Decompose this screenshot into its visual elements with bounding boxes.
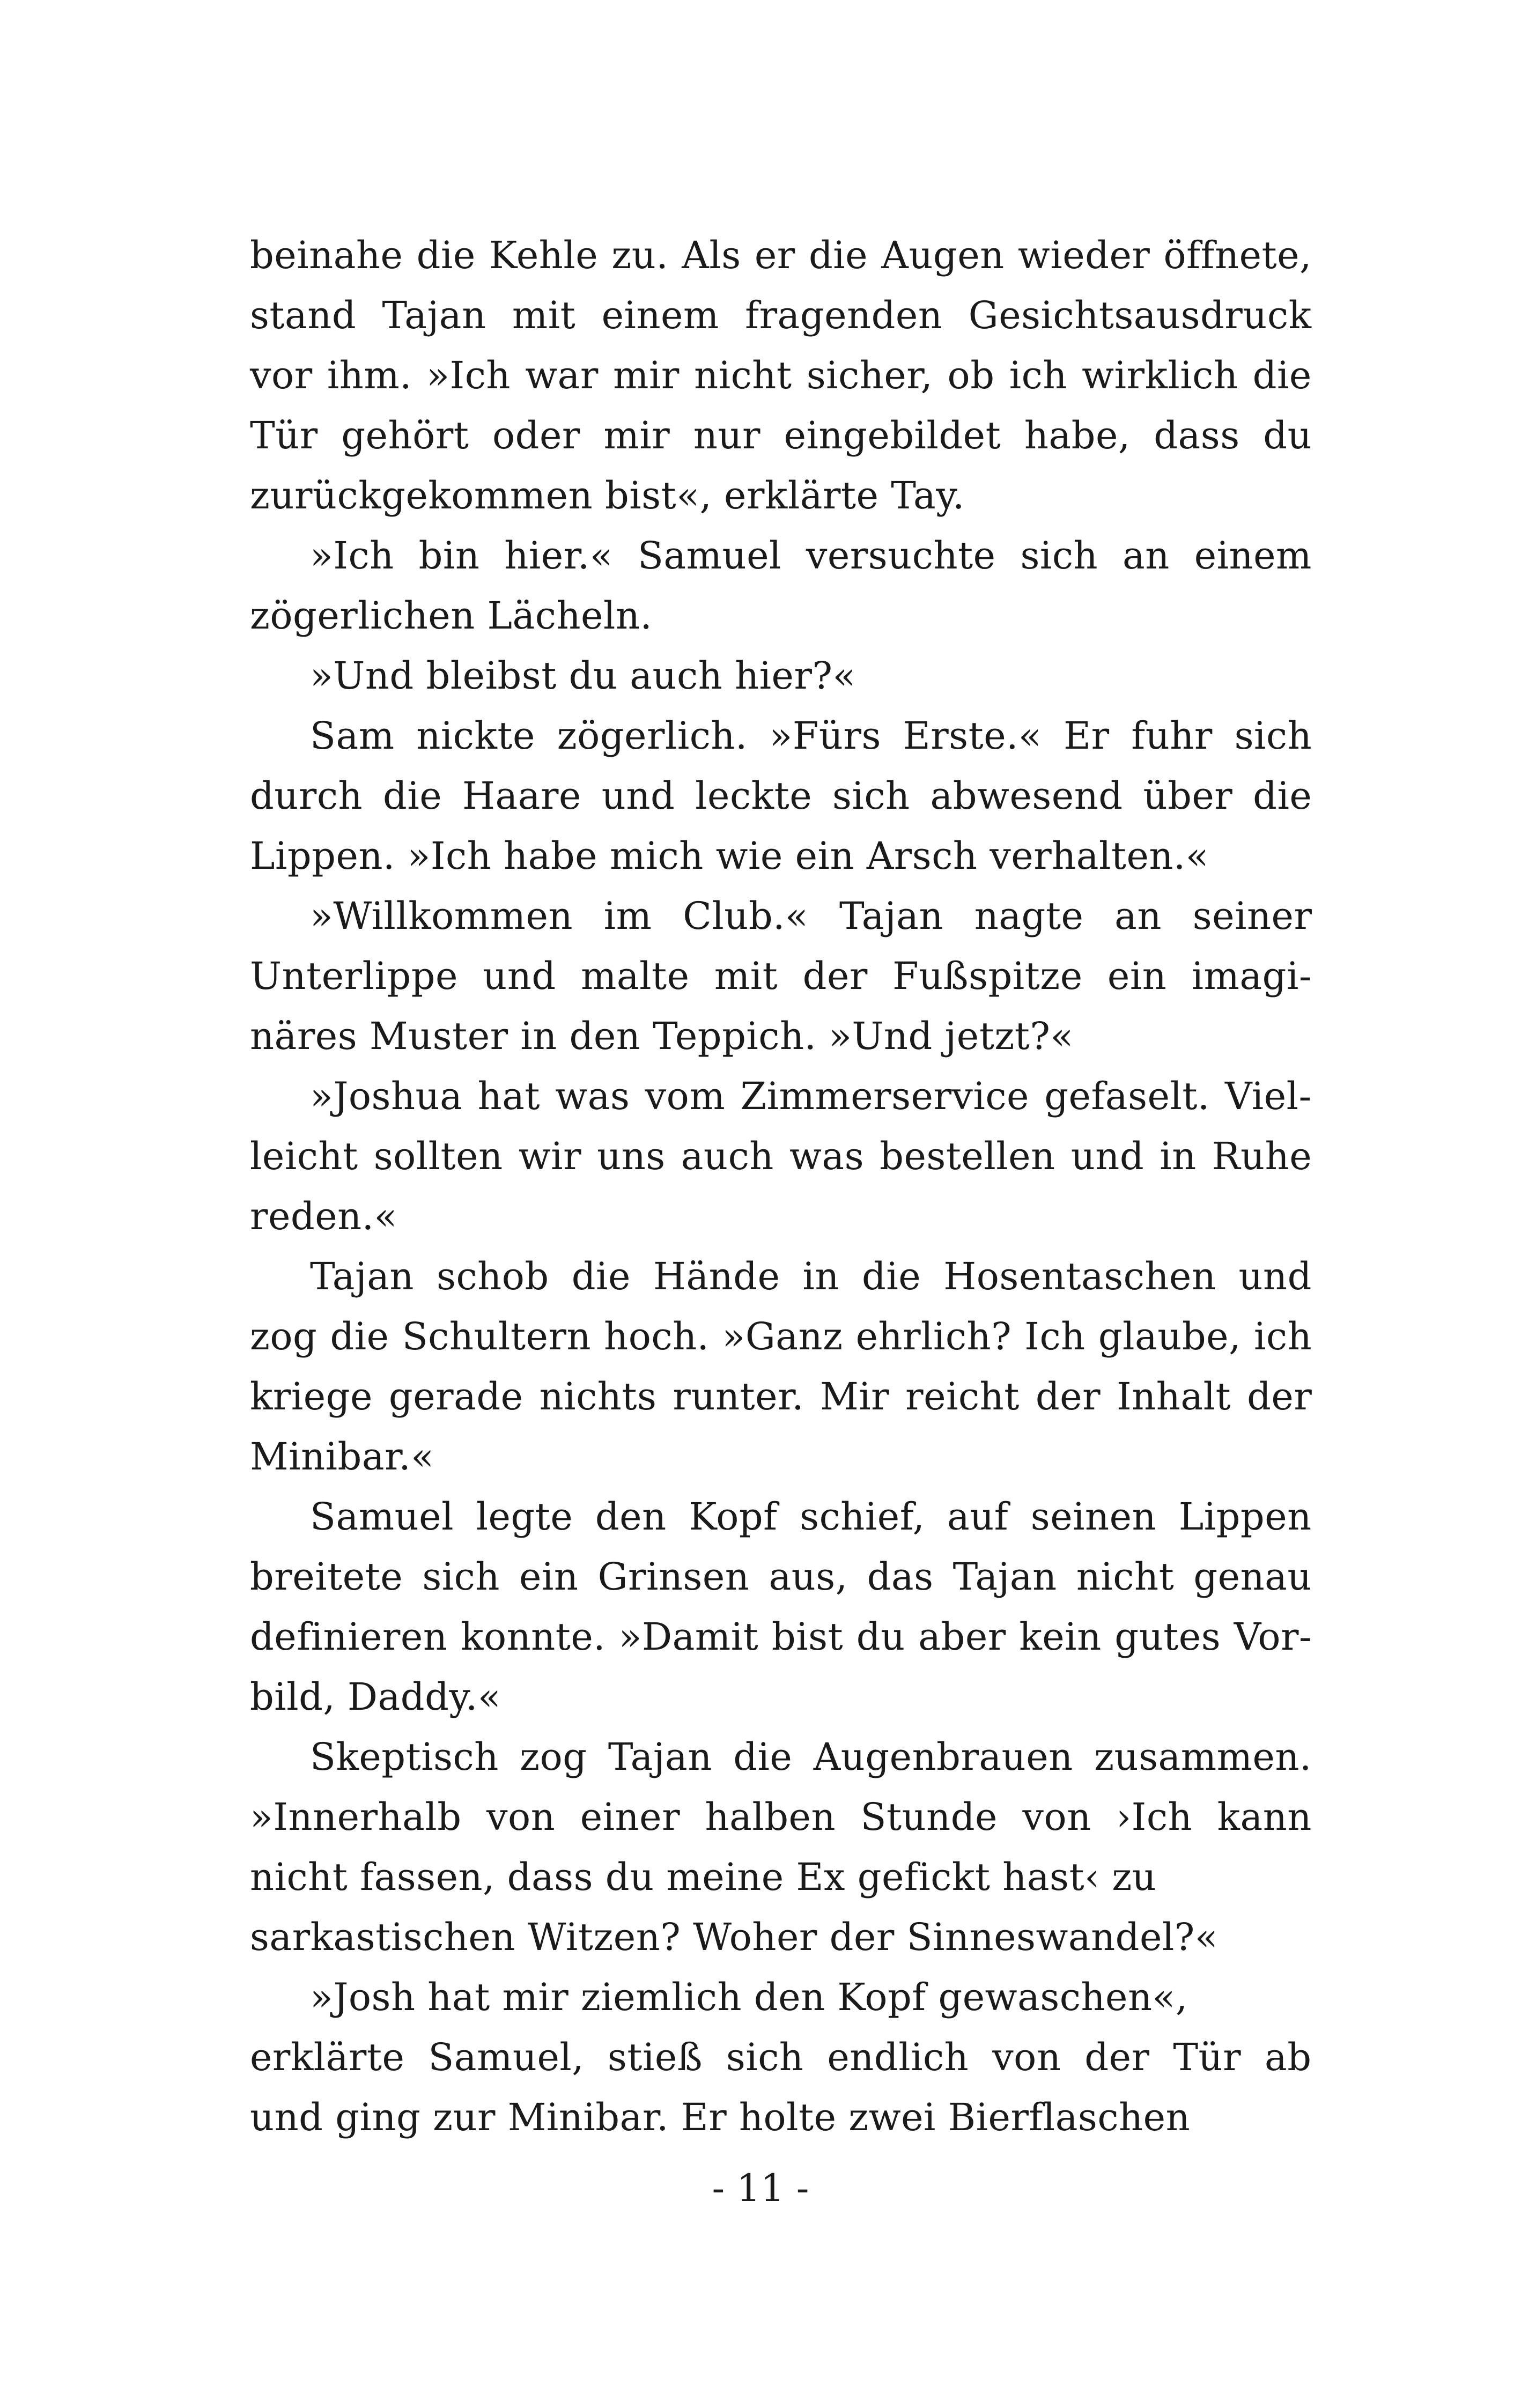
text-line: Minibar.« xyxy=(250,1435,434,1479)
text-line: beinahe die Kehle zu. Als er die Augen wieder öffnete, xyxy=(250,233,1312,277)
text-line: reden.« xyxy=(250,1194,397,1238)
text-line: definieren konnte. »Damit bist du aber kein gutes Vor- xyxy=(250,1615,1312,1659)
body-text xyxy=(250,225,1312,2147)
text-line: »Ich bin hier.« Samuel versuchte sich an einem xyxy=(310,534,1312,578)
text-line: »Joshua hat was vom Zimmerservice gefaselt. Viel- xyxy=(310,1074,1312,1118)
text-line: erklärte Samuel, stieß sich endlich von der Tür ab xyxy=(250,2035,1312,2079)
text-line: zurückgekommen bist«, erklärte Tay. xyxy=(250,474,965,518)
text-line: »Und bleibst du auch hier?« xyxy=(310,654,856,698)
text-line: »Willkommen im Club.« Tajan nagte an seiner xyxy=(310,894,1312,938)
text-line: vor ihm. »Ich war mir nicht sicher, ob ich wirklich die xyxy=(250,353,1312,397)
text-line: kriege gerade nichts runter. Mir reicht der Inhalt der xyxy=(250,1375,1312,1419)
text-line: stand Tajan mit einem fragenden Gesichtsausdruck xyxy=(250,293,1312,337)
text-line: zögerlichen Lächeln. xyxy=(250,594,653,638)
text-line: Samuel legte den Kopf schief, auf seinen Lippen xyxy=(310,1495,1312,1539)
text-line: durch die Haare und leckte sich abwesend über die xyxy=(250,774,1312,818)
text-line: leicht sollten wir uns auch was bestellen und in Ruhe xyxy=(250,1134,1312,1178)
text-line: zog die Schultern hoch. »Ganz ehrlich? Ich glaube, ich xyxy=(250,1314,1312,1358)
text-line: Tür gehört oder mir nur eingebildet habe, dass du xyxy=(250,413,1312,457)
text-line: »Josh hat mir ziemlich den Kopf gewaschen«, xyxy=(310,1975,1188,2019)
text-line: Tajan schob die Hände in die Hosentaschen und xyxy=(310,1254,1312,1298)
text-line: Skeptisch zog Tajan die Augenbrauen zusammen. xyxy=(310,1735,1312,1779)
text-line: näres Muster in den Teppich. »Und jetzt?« xyxy=(250,1014,1074,1058)
text-line: »Innerhalb von einer halben Stunde von ›Ich kann xyxy=(250,1795,1312,1839)
text-line: bild, Daddy.« xyxy=(250,1675,501,1719)
text-line: Lippen. »Ich habe mich wie ein Arsch verhalten.« xyxy=(250,834,1209,878)
text-line: breitete sich ein Grinsen aus, das Tajan nicht genau xyxy=(250,1555,1312,1599)
text-line: sarkastischen Witzen? Woher der Sinneswandel?« xyxy=(250,1915,1219,1959)
text-line: nicht fassen, dass du meine Ex gefickt hast‹ zu xyxy=(250,1855,1157,1899)
text-line: Unterlippe und malte mit der Fußspitze ein imagi- xyxy=(250,954,1312,998)
text-line: und ging zur Minibar. Er holte zwei Bierflaschen xyxy=(250,2095,1191,2139)
page-number: - 11 - xyxy=(712,2166,809,2210)
text-line: Sam nickte zögerlich. »Fürs Erste.« Er fuhr sich xyxy=(310,714,1312,758)
